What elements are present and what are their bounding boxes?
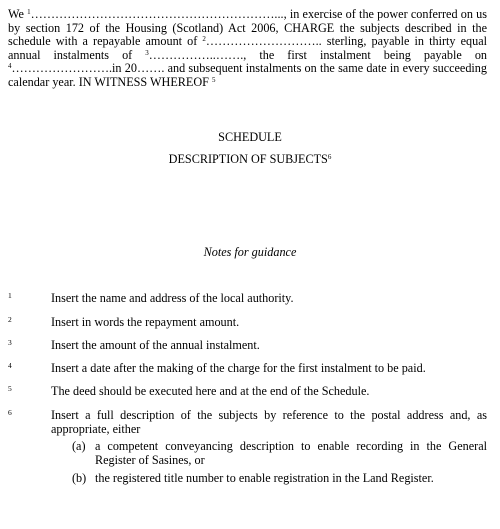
deed-text-4: …………………….in 20……. and subsequent instalments on the same date in every succeeding calendar year. IN WITNESS WHEREOF — [8, 61, 487, 89]
description-heading-text: DESCRIPTION OF SUBJECTS — [168, 152, 328, 166]
note-text: Insert the amount of the annual instalment. — [51, 338, 260, 352]
deed-text-1: ……………………………………………………..., in exercise of the power conferred on us by section 172 of the Housing (Scotland) Act 2006, CHARGE the subjects described in the schedule with a repayable amount of — [8, 7, 488, 48]
schedule-heading: SCHEDULE — [218, 130, 282, 144]
note-number: 1 — [8, 291, 12, 300]
note-number: 2 — [8, 315, 12, 324]
note-text: The deed should be executed here and at the end of the Schedule. — [51, 384, 370, 398]
note-number: 5 — [8, 384, 12, 393]
footnote-ref-3: 3 — [145, 48, 149, 57]
note-number: 3 — [8, 338, 12, 347]
footnote-ref-5: 5 — [211, 75, 216, 84]
footnote-ref-1: 1 — [27, 8, 31, 16]
note-text: Insert a full description of the subjects by reference to the postal address and, as appropriate, either — [51, 408, 487, 436]
subitem-label: (a) — [72, 439, 86, 453]
subitem-text: the registered title number to enable registration in the Land Register. — [95, 471, 434, 485]
note-number: 6 — [8, 408, 12, 417]
footnote-ref-6: 6 — [327, 153, 332, 161]
description-heading — [0, 152, 500, 167]
deed-paragraph — [8, 8, 487, 89]
note-text: Insert in words the repayment amount. — [51, 315, 240, 329]
subitem-text: a competent conveyancing description to enable recording in the General Register of Sasines, or — [95, 439, 487, 467]
note-text: Insert the name and address of the local authority. — [51, 291, 294, 305]
footnote-ref-4: 4 — [8, 62, 12, 70]
subitem-label: (b) — [72, 471, 87, 485]
footnote-ref-2: 2 — [202, 35, 206, 43]
deed-text-2: ……………………….. sterling, payable in thirty equal annual instalments of — [8, 34, 487, 62]
notes-heading: Notes for guidance — [203, 245, 297, 259]
deed-we: We — [8, 7, 24, 21]
note-number: 4 — [8, 361, 12, 370]
note-text: Insert a date after the making of the charge for the first instalment to be paid. — [51, 361, 426, 375]
deed-text-3: ……………..……., the first instalment being payable on — [148, 47, 488, 62]
